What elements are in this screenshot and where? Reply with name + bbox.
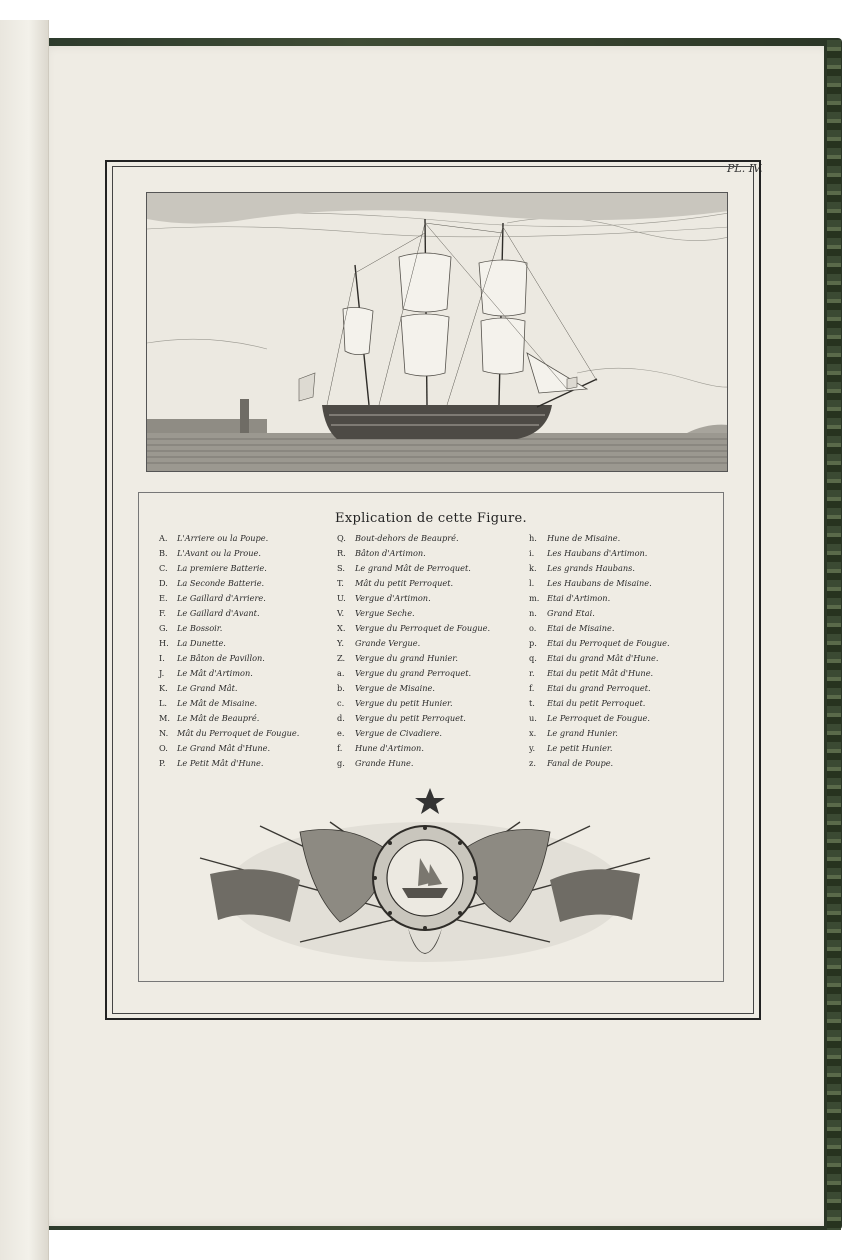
legend-item xyxy=(159,546,299,561)
legend-label: L'Avant ou la Proue. xyxy=(177,548,261,558)
legend-item xyxy=(337,711,490,726)
legend-label: Les Haubans de Misaine. xyxy=(547,578,652,588)
legend-item xyxy=(159,561,299,576)
legend-label: Hune d'Artimon. xyxy=(355,743,424,753)
star-icon xyxy=(415,788,445,814)
legend-label: Vergue du petit Perroquet. xyxy=(355,713,466,723)
legend-key: a. xyxy=(337,668,345,678)
legend-key: t. xyxy=(529,698,535,708)
legend-item xyxy=(529,546,670,561)
legend-key: x. xyxy=(529,728,537,738)
legend-label: Vergue d'Artimon. xyxy=(355,593,431,603)
legend-label: Vergue de Civadiere. xyxy=(355,728,443,738)
legend-key: H. xyxy=(159,638,169,648)
legend-item xyxy=(337,621,490,636)
legend-key: q. xyxy=(529,653,537,663)
legend-label: Etai du grand Perroquet. xyxy=(547,683,651,693)
legend-item xyxy=(159,636,299,651)
legend-label: Mât du petit Perroquet. xyxy=(355,578,454,588)
legend-label: Le Grand Mât d'Hune. xyxy=(177,743,271,753)
legend-item xyxy=(529,726,670,741)
legend-label: Bout-dehors de Beaupré. xyxy=(355,533,459,543)
legend-item xyxy=(337,681,490,696)
legend-key: R. xyxy=(337,548,346,558)
legend-label: Hune de Misaine. xyxy=(547,533,621,543)
legend-item xyxy=(337,531,490,546)
legend-label: Vergue du petit Hunier. xyxy=(355,698,453,708)
legend-label: Etai de Misaine. xyxy=(547,623,615,633)
legend-item xyxy=(337,726,490,741)
legend-item xyxy=(529,681,670,696)
legend-item xyxy=(159,681,299,696)
legend-label: Le Mât d'Artimon. xyxy=(177,668,253,678)
legend-item xyxy=(159,651,299,666)
legend-key: I. xyxy=(159,653,165,663)
legend-item xyxy=(337,666,490,681)
legend-key: K. xyxy=(159,683,168,693)
legend-item xyxy=(529,711,670,726)
legend-label: Etai d'Artimon. xyxy=(547,593,611,603)
legend-key: N. xyxy=(159,728,169,738)
legend-label: Grand Etai. xyxy=(547,608,595,618)
legend-key: o. xyxy=(529,623,537,633)
legend-key: m. xyxy=(529,593,540,603)
legend-column-1 xyxy=(159,531,299,771)
legend-key: r. xyxy=(529,668,535,678)
legend-item xyxy=(337,591,490,606)
legend-key: A. xyxy=(159,533,168,543)
legend-key: p. xyxy=(529,638,537,648)
legend-label: La Seconde Batterie. xyxy=(177,578,265,588)
legend-key: Q. xyxy=(337,533,346,543)
legend-item xyxy=(529,606,670,621)
legend-item xyxy=(159,591,299,606)
legend-item xyxy=(529,696,670,711)
legend-item xyxy=(529,621,670,636)
legend-item xyxy=(529,756,670,771)
legend-label: Mât du Perroquet de Fougue. xyxy=(177,728,300,738)
legend-key: h. xyxy=(529,533,537,543)
legend-column-2 xyxy=(337,531,490,771)
legend-item xyxy=(337,576,490,591)
legend-key: c. xyxy=(337,698,345,708)
legend-key: G. xyxy=(159,623,168,633)
legend-key: f. xyxy=(529,683,535,693)
legend-label: Etai du petit Perroquet. xyxy=(547,698,646,708)
legend-label: La premiere Batterie. xyxy=(177,563,267,573)
legend-item xyxy=(337,546,490,561)
legend-label: Le Gaillard d'Avant. xyxy=(177,608,260,618)
legend-column-3 xyxy=(529,531,670,771)
legend-title: Explication de cette Figure. xyxy=(335,511,527,526)
legend-item xyxy=(159,741,299,756)
legend-label: Vergue de Misaine. xyxy=(355,683,435,693)
legend-key: V. xyxy=(337,608,345,618)
legend-key: i. xyxy=(529,548,535,558)
legend-label: Vergue du grand Hunier. xyxy=(355,653,458,663)
legend-item xyxy=(529,591,670,606)
legend-key: X. xyxy=(337,623,346,633)
legend-label: Le Mât de Beaupré. xyxy=(177,713,260,723)
legend-key: y. xyxy=(529,743,536,753)
legend-label: Le Petit Mât d'Hune. xyxy=(177,758,264,768)
legend-key: l. xyxy=(529,578,535,588)
legend-item xyxy=(159,576,299,591)
legend-item xyxy=(337,696,490,711)
naval-trophy-emblem-icon xyxy=(190,782,660,982)
legend-key: Y. xyxy=(337,638,344,648)
legend-item xyxy=(159,726,299,741)
legend-key: M. xyxy=(159,713,170,723)
legend-label: Bâton d'Artimon. xyxy=(355,548,426,558)
naval-trophy-emblem xyxy=(190,782,660,982)
legend-label: Le grand Hunier. xyxy=(547,728,618,738)
legend-key: k. xyxy=(529,563,537,573)
legend-item xyxy=(159,606,299,621)
legend-label: Fanal de Poupe. xyxy=(547,758,614,768)
legend-key: O. xyxy=(159,743,168,753)
legend-key: C. xyxy=(159,563,168,573)
legend-label: Le petit Hunier. xyxy=(547,743,613,753)
legend-key: d. xyxy=(337,713,345,723)
ship-engraving xyxy=(146,192,728,472)
legend-item xyxy=(337,741,490,756)
legend-item xyxy=(529,576,670,591)
legend-item xyxy=(529,531,670,546)
legend-item xyxy=(529,651,670,666)
legend-item xyxy=(159,696,299,711)
legend-label: Etai du Perroquet de Fougue. xyxy=(547,638,670,648)
legend-key: z. xyxy=(529,758,536,768)
legend-item xyxy=(337,606,490,621)
legend-item xyxy=(159,711,299,726)
legend-label: Vergue Seche. xyxy=(355,608,415,618)
legend-label: Le Bâton de Pavillon. xyxy=(177,653,265,663)
legend-label: Le Bossoir. xyxy=(177,623,223,633)
legend-label: Les grands Haubans. xyxy=(547,563,635,573)
legend-item xyxy=(337,756,490,771)
legend-label: L'Arriere ou la Poupe. xyxy=(177,533,269,543)
legend-label: Les Haubans d'Artimon. xyxy=(547,548,648,558)
legend-item xyxy=(337,636,490,651)
legend-key: Z. xyxy=(337,653,346,663)
plate-number: PL. IV. xyxy=(727,162,763,175)
legend-key: D. xyxy=(159,578,168,588)
legend-label: Etai du petit Mât d'Hune. xyxy=(547,668,654,678)
legend-key: U. xyxy=(337,593,346,603)
legend-label: Le grand Mât de Perroquet. xyxy=(355,563,471,573)
left-page-edge xyxy=(0,20,49,1260)
legend-key: J. xyxy=(159,668,165,678)
legend-key: P. xyxy=(159,758,166,768)
legend-key: T. xyxy=(337,578,344,588)
legend-item xyxy=(337,561,490,576)
legend-item xyxy=(529,741,670,756)
legend-label: Le Mât de Misaine. xyxy=(177,698,258,708)
legend-label: Le Perroquet de Fougue. xyxy=(547,713,650,723)
legend-key: F. xyxy=(159,608,167,618)
legend-item xyxy=(529,561,670,576)
legend-label: Etai du grand Mât d'Hune. xyxy=(547,653,659,663)
legend-label: Le Gaillard d'Arriere. xyxy=(177,593,266,603)
legend-key: e. xyxy=(337,728,345,738)
legend-item xyxy=(529,636,670,651)
legend-key: u. xyxy=(529,713,537,723)
legend-label: Le Grand Mât. xyxy=(177,683,238,693)
legend-key: L. xyxy=(159,698,168,708)
legend-label: La Dunette. xyxy=(177,638,226,648)
legend-key: S. xyxy=(337,563,345,573)
legend-label: Vergue du Perroquet de Fougue. xyxy=(355,623,491,633)
legend-item xyxy=(337,651,490,666)
legend-key: n. xyxy=(529,608,537,618)
marbled-cover-edge xyxy=(827,40,841,1230)
legend-key: g. xyxy=(337,758,345,768)
legend-item xyxy=(529,666,670,681)
legend-label: Vergue du grand Perroquet. xyxy=(355,668,472,678)
legend-label: Grande Vergue. xyxy=(355,638,421,648)
legend-key: E. xyxy=(159,593,168,603)
ship-engraving-icon xyxy=(147,193,728,472)
legend-item xyxy=(159,666,299,681)
legend-key: B. xyxy=(159,548,168,558)
legend-key: b. xyxy=(337,683,345,693)
legend-key: f. xyxy=(337,743,343,753)
legend-item xyxy=(159,621,299,636)
legend-item xyxy=(159,756,299,771)
legend-item xyxy=(159,531,299,546)
legend-label: Grande Hune. xyxy=(355,758,414,768)
